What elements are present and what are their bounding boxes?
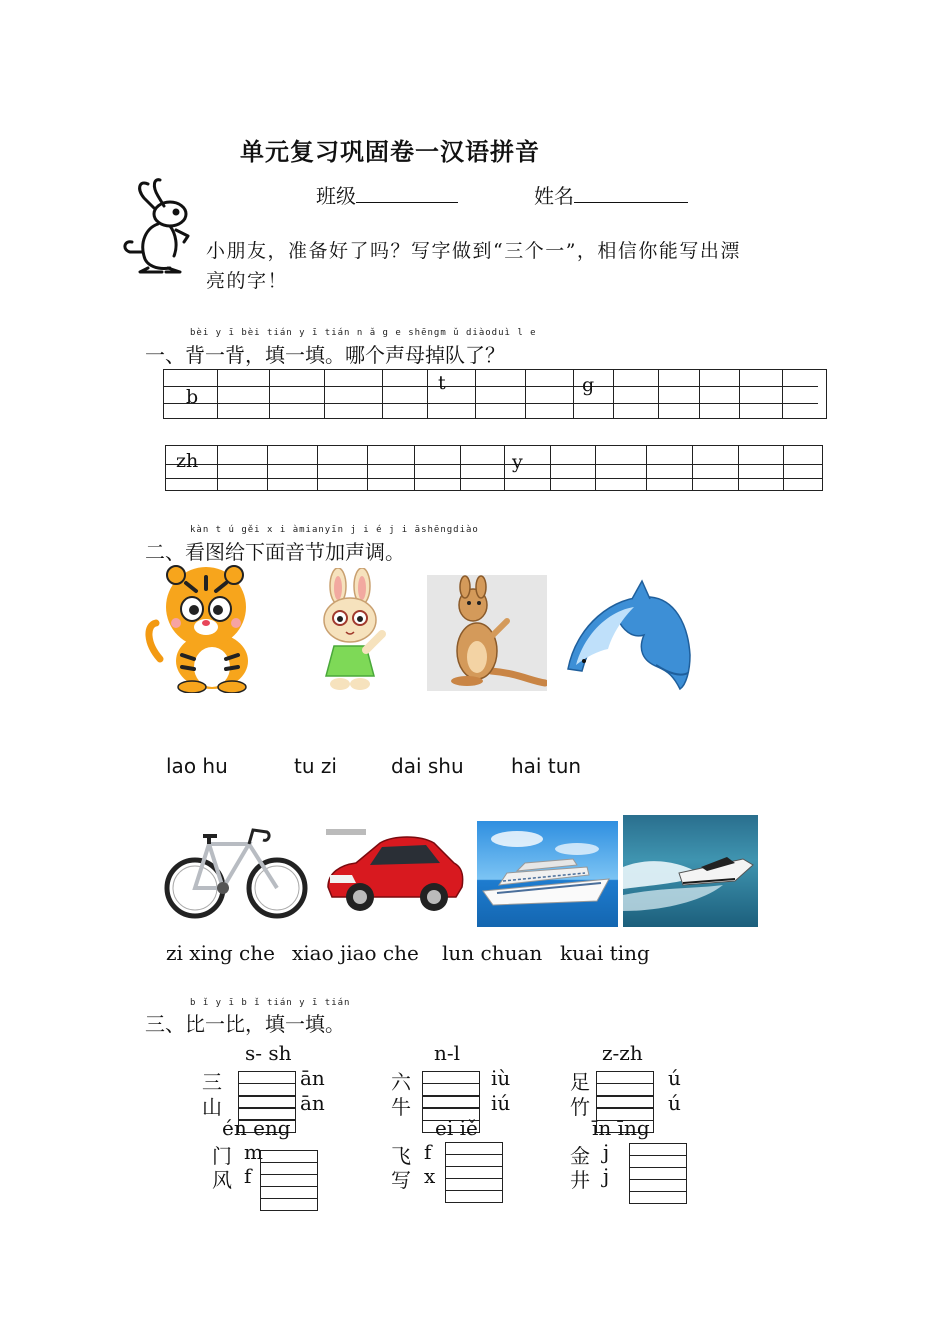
vehicle-pinyin-3: lun chuan bbox=[442, 941, 543, 965]
compare-label: īn īng bbox=[592, 1116, 650, 1140]
name-field[interactable] bbox=[534, 180, 688, 209]
intro-line-2: 亮的字！ bbox=[206, 270, 289, 292]
name-label: 姓名 bbox=[534, 184, 574, 208]
compare-final: ú bbox=[668, 1091, 681, 1115]
class-field[interactable] bbox=[316, 180, 458, 209]
compare-final: ú bbox=[668, 1066, 681, 1090]
compare-initial: f bbox=[244, 1164, 252, 1188]
section3-pinyin: b ǐ y ī b ǐ tián y ī tián bbox=[190, 998, 351, 1008]
compare-char: 金 bbox=[570, 1144, 590, 1168]
initials-grid-2 bbox=[165, 445, 823, 491]
compare-final: ān bbox=[300, 1066, 325, 1090]
compare-initial: j bbox=[603, 1164, 610, 1188]
compare-final: iù bbox=[491, 1066, 511, 1090]
section1-pinyin: bèi y ī bèi tián y ī tián n ǎ g e shēngm ǔ diàoduì l e bbox=[190, 328, 537, 338]
compare-final: ān bbox=[300, 1091, 325, 1115]
write-box[interactable] bbox=[629, 1143, 687, 1204]
compare-initial: m bbox=[244, 1140, 263, 1164]
class-label: 班级 bbox=[316, 184, 356, 208]
vehicle-pinyin-1: zi xing che bbox=[166, 941, 275, 965]
speedboat-image bbox=[623, 815, 758, 927]
animal-pinyin-2: tu zi bbox=[294, 754, 337, 778]
intro-text bbox=[206, 236, 816, 296]
kangaroo-image bbox=[427, 575, 547, 691]
compare-char: 三 bbox=[202, 1070, 222, 1094]
grid-letter: g bbox=[582, 374, 595, 396]
grid-letter: zh bbox=[176, 450, 199, 472]
rabbit-image bbox=[310, 568, 392, 692]
compare-label: n-l bbox=[434, 1041, 461, 1065]
compare-label: z-zh bbox=[602, 1041, 643, 1065]
section2-pinyin: kàn t ú gěi x i àmianyīn j i é j i āshēngdiào bbox=[190, 525, 479, 535]
bicycle-image bbox=[163, 818, 309, 926]
section3-heading: 三、比一比，填一填。 bbox=[145, 1012, 345, 1036]
animal-pinyin-3: dai shu bbox=[391, 754, 464, 778]
compare-label: s- sh bbox=[245, 1041, 292, 1065]
ship-image bbox=[477, 821, 618, 927]
grid-letter: y bbox=[512, 451, 523, 473]
compare-initial: f bbox=[424, 1140, 432, 1164]
grid-letter: t bbox=[438, 372, 446, 394]
compare-char: 井 bbox=[570, 1168, 590, 1192]
compare-char: 牛 bbox=[391, 1095, 411, 1119]
animal-pinyin-1: lao hu bbox=[166, 754, 228, 778]
section1-heading: 一、背一背，填一填。哪个声母掉队了？ bbox=[145, 343, 505, 367]
write-box[interactable] bbox=[445, 1142, 503, 1203]
car-image bbox=[322, 825, 466, 917]
compare-char: 六 bbox=[391, 1070, 411, 1094]
dolphin-image bbox=[562, 577, 696, 693]
compare-char: 足 bbox=[570, 1070, 590, 1094]
initials-grid-1 bbox=[163, 369, 827, 419]
compare-label: ei iě bbox=[435, 1116, 478, 1140]
vehicle-pinyin-2: xiao jiao che bbox=[292, 941, 419, 965]
rabbit-icon bbox=[118, 176, 196, 276]
compare-char: 门 bbox=[212, 1144, 232, 1168]
compare-char: 竹 bbox=[570, 1095, 590, 1119]
animal-pinyin-4: hai tun bbox=[511, 754, 582, 778]
compare-initial: x bbox=[424, 1164, 436, 1188]
grid-letter: b bbox=[186, 386, 199, 408]
compare-label: én eng bbox=[222, 1116, 291, 1140]
compare-initial: j bbox=[603, 1140, 610, 1164]
page-title: 单元复习巩固卷一汉语拼音 bbox=[240, 137, 540, 166]
compare-char: 风 bbox=[212, 1168, 232, 1192]
tiger-image bbox=[142, 563, 262, 693]
vehicle-pinyin-4: kuai ting bbox=[560, 941, 650, 965]
intro-line-1: 小朋友，准备好了吗？写字做到“三个一”，相信你能写出漂 bbox=[206, 240, 741, 262]
compare-char: 写 bbox=[391, 1168, 411, 1192]
compare-char: 飞 bbox=[391, 1144, 411, 1168]
compare-char: 山 bbox=[202, 1095, 222, 1119]
compare-final: iú bbox=[491, 1091, 511, 1115]
write-box[interactable] bbox=[260, 1150, 318, 1211]
section2-heading: 二、看图给下面音节加声调。 bbox=[145, 540, 405, 564]
